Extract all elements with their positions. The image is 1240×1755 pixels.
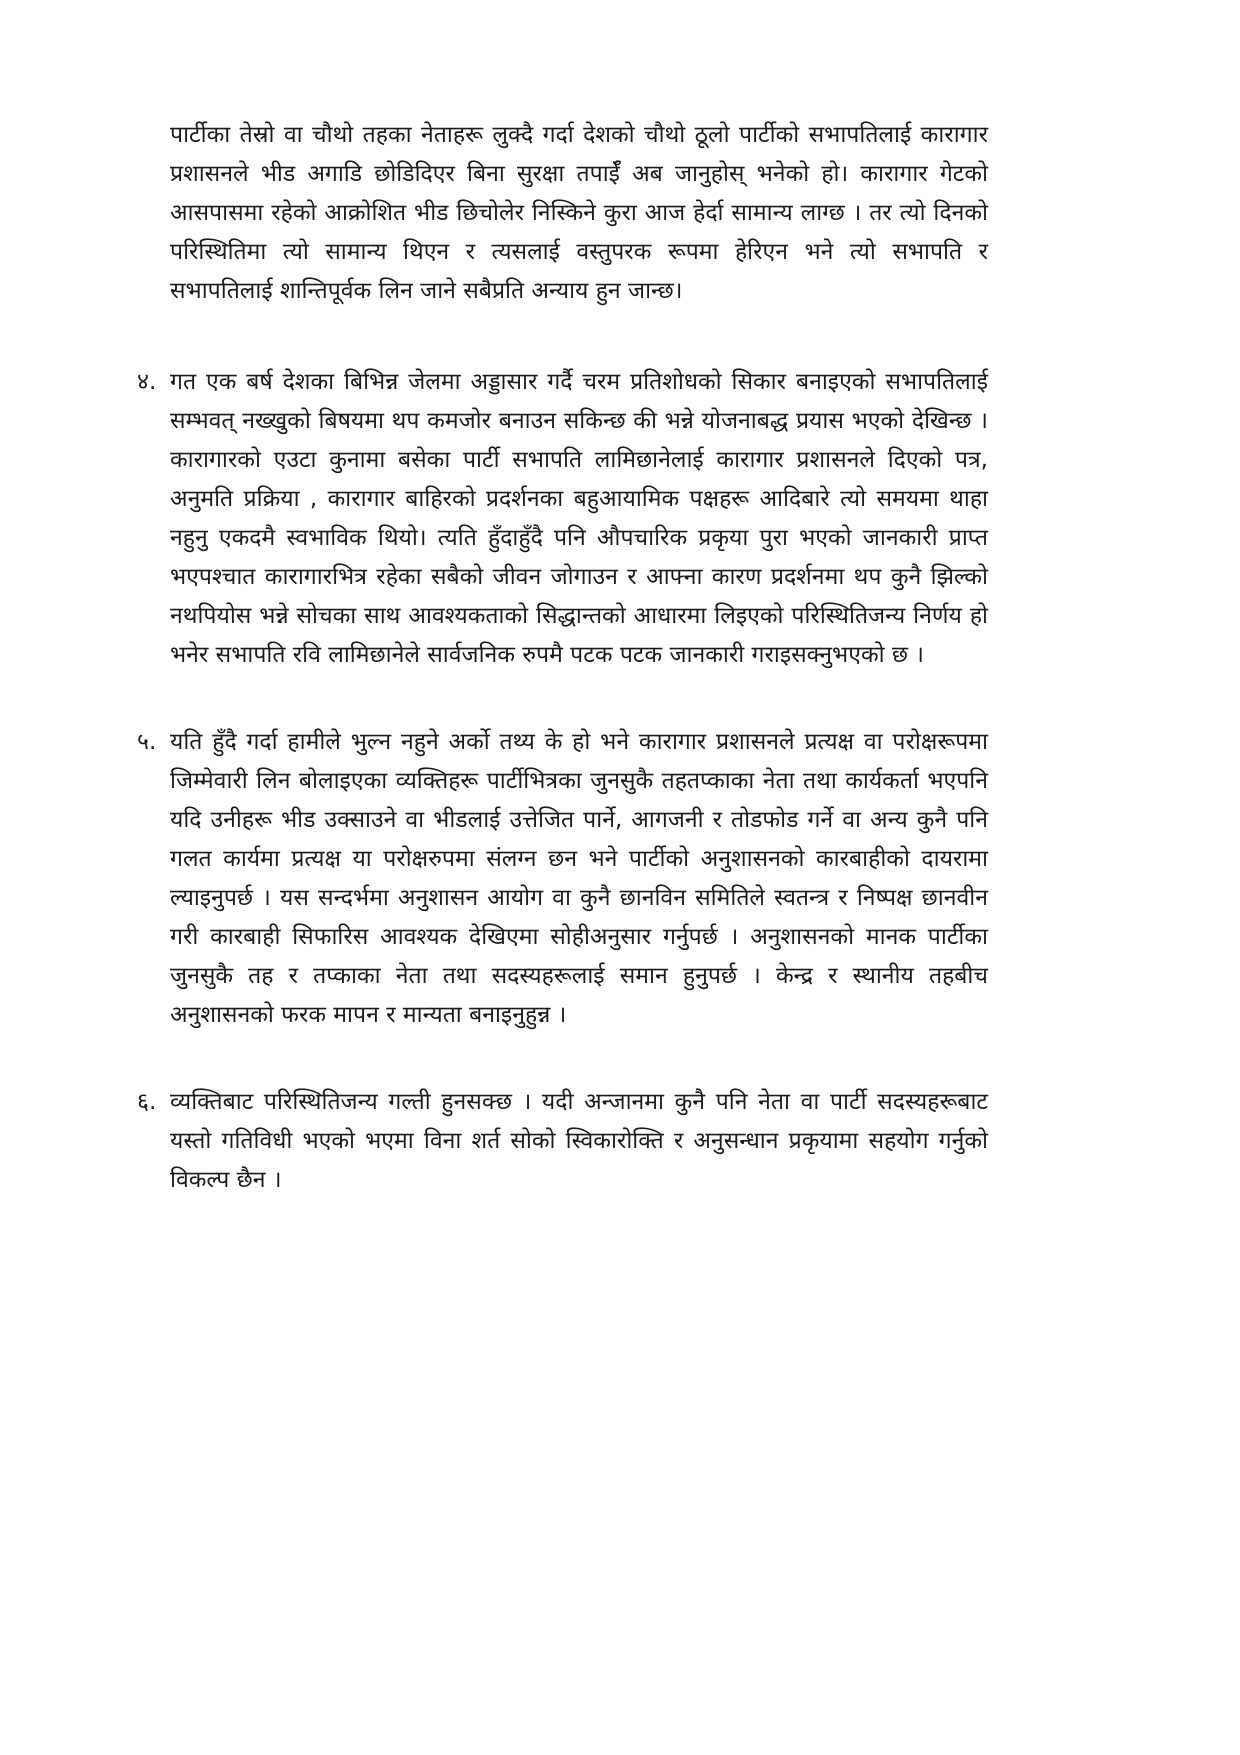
item-text: यति हुँदै गर्दा हामीले भुल्न नहुने अर्को तथ्य के हो भने कारागार प्रशासनले प्रत्यक्ष वा परोक्षरूपमा जिम्मेवारी लिन बोलाइएका व्यक्तिहरू पार्टीभित्रका जुनसुकै तहतप्काका नेता तथा कार्यकर्ता भएपनि यदि उनीहरू भीड उक्साउने वा भीडलाई उत्तेजित पार्ने, आगजनी र तोडफोड गर्ने वा अन्य कुनै पनि गलत कार्यमा प्रत्यक्ष या परोक्षरुपमा संलग्न छन भने पार्टीको अनुशासनको कारबाहीको दायरामा ल्याइनुपर्छ । यस सन्दर्भमा अनुशासन आयोग वा कुनै छानविन समितिले स्वतन्त्र र निष्पक्ष छानवीन गरी कारबाही सिफारिस आवश्यक देखिएमा सोहीअनुसार गर्नुपर्छ । अनुशासनको मानक पार्टीका जुनसुकै तह र तप्काका नेता तथा सदस्यहरूलाई समान हुनुपर्छ । केन्द्र र स्थानीय तहबीच अनुशासनको फरक मापन र मान्यता बनाइनुहुन्न ।: [170, 729, 988, 1028]
intro-paragraph: पार्टीका तेस्रो वा चौथो तहका नेताहरू लुक्दै गर्दा देशको चौथो ठूलो पार्टीको सभापतिलाई कारागार प्रशासनले भीड अगाडि छोडिदिएर बिना सुरक्षा तपाईँ अब जानुहोस् भनेको हो। कारागार गेटको आसपासमा रहेको आक्रोशित भीड छिचोलेर निस्किने कुरा आज हेर्दा सामान्य लाग्छ । तर त्यो दिनको परिस्थितिमा त्यो सामान्य थिएन र त्यसलाई वस्तुपरक रूपमा हेरिएन भने त्यो सभापति र सभापतिलाई शान्तिपूर्वक लिन जाने सबैप्रति अन्याय हुन जान्छ।: [170, 122, 988, 304]
item-text: गत एक बर्ष देशका बिभिन्न जेलमा अड्डासार गर्दै चरम प्रतिशोधको सिकार बनाइएको सभापतिलाई सम्भवत् नख्खुको बिषयमा थप कमजोर बनाउन सकिन्छ की भन्ने योजनाबद्ध प्रयास भएको देखिन्छ । कारागारको एउटा कुनामा बसेका पार्टी सभापति लामिछानेलाई कारागार प्रशासनले दिएको पत्र, अनुमति प्रक्रिया , कारागार बाहिरको प्रदर्शनका बहुआयामिक पक्षहरू आदिबारे त्यो समयमा थाहा नहुनु एकदमै स्वभाविक थियो। त्यति हुँदाहुँदै पनि औपचारिक प्रकृया पुरा भएको जानकारी प्राप्त भएपश्चात कारागारभित्र रहेका सबैको जीवन जोगाउन र आफ्ना कारण प्रदर्शनमा थप कुनै झिल्को नथपियोस भन्ने सोचका साथ आवश्यकताको सिद्धान्तको आधारमा लिइएको परिस्थितिजन्य निर्णय हो भनेर सभापति रवि लामिछानेले सार्वजनिक रुपमै पटक पटक जानकारी गराइसक्नुभएको छ ।: [170, 369, 988, 668]
list-item-4: [137, 363, 988, 675]
item-text: व्यक्तिबाट परिस्थितिजन्य गल्ती हुनसक्छ । यदी अन्जानमा कुनै पनि नेता वा पार्टी सदस्यहरूबाट यस्तो गतिविधी भएको भएमा विना शर्त सोको स्विकारोक्ति र अनुसन्धान प्रकृयामा सहयोग गर्नुको विकल्प छैन ।: [170, 1089, 988, 1193]
document-body: [137, 116, 988, 1248]
list-item-6: [137, 1083, 988, 1200]
item-number: ४.: [137, 369, 157, 395]
item-number: ५.: [137, 729, 157, 755]
item-number: ६.: [137, 1089, 157, 1115]
list-item-5: [137, 723, 988, 1035]
